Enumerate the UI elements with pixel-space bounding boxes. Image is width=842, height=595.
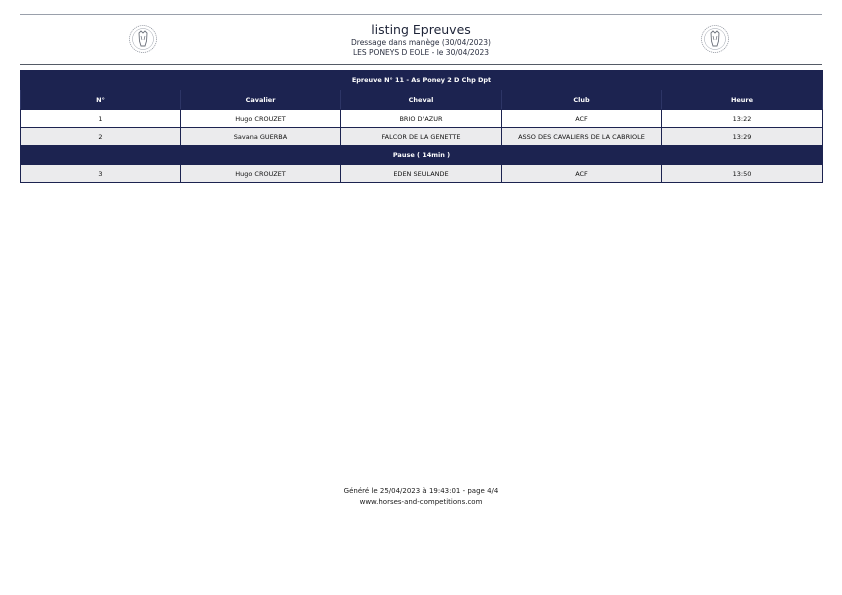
pause-row bbox=[21, 146, 823, 165]
pause-label: Pause ( 14min ) bbox=[21, 146, 823, 165]
page-footer bbox=[220, 486, 622, 507]
cell-number: 1 bbox=[21, 110, 181, 128]
column-header-horse: Cheval bbox=[341, 90, 502, 110]
top-rule bbox=[20, 14, 822, 15]
column-header-number: N° bbox=[21, 90, 181, 110]
competition-subtitle: Dressage dans manège (30/04/2023) bbox=[351, 38, 491, 47]
cell-horse: EDEN SEULANDE bbox=[341, 165, 502, 183]
cell-number: 2 bbox=[21, 128, 181, 146]
cell-rider: Hugo CROUZET bbox=[181, 165, 341, 183]
cell-club: ACF bbox=[502, 110, 662, 128]
table-row bbox=[21, 165, 823, 183]
document-title: listing Epreuves bbox=[371, 22, 471, 37]
start-list-table bbox=[20, 70, 823, 183]
cell-club: ASSO DES CAVALIERS DE LA CABRIOLE bbox=[502, 128, 662, 146]
table-row bbox=[21, 110, 823, 128]
cell-rider: Hugo CROUZET bbox=[181, 110, 341, 128]
cell-time: 13:50 bbox=[662, 165, 823, 183]
event-title: Epreuve N° 11 - As Poney 2 D Chp Dpt bbox=[21, 71, 823, 90]
event-title-row bbox=[21, 71, 823, 90]
cell-time: 13:22 bbox=[662, 110, 823, 128]
cell-time: 13:29 bbox=[662, 128, 823, 146]
cell-rider: Savana GUERBA bbox=[181, 128, 341, 146]
column-header-time: Heure bbox=[662, 90, 823, 110]
cell-club: ACF bbox=[502, 165, 662, 183]
document-header bbox=[220, 22, 622, 57]
column-header-rider: Cavalier bbox=[181, 90, 341, 110]
column-header-club: Club bbox=[502, 90, 662, 110]
website-link[interactable]: www.horses-and-competitions.com bbox=[359, 497, 483, 506]
event-line: LES PONEYS D EOLE - le 30/04/2023 bbox=[352, 47, 490, 57]
table-row bbox=[21, 128, 823, 146]
header-bottom-rule bbox=[20, 64, 822, 65]
column-header-row bbox=[21, 90, 823, 110]
cell-horse: FALCOR DE LA GENETTE bbox=[341, 128, 502, 146]
horse-head-logo bbox=[700, 24, 730, 54]
cell-number: 3 bbox=[21, 165, 181, 183]
generated-timestamp: Généré le 25/04/2023 à 19:43:01 - page 4/4 bbox=[343, 487, 499, 495]
cell-horse: BRIO D'AZUR bbox=[341, 110, 502, 128]
horse-head-logo bbox=[128, 24, 158, 54]
